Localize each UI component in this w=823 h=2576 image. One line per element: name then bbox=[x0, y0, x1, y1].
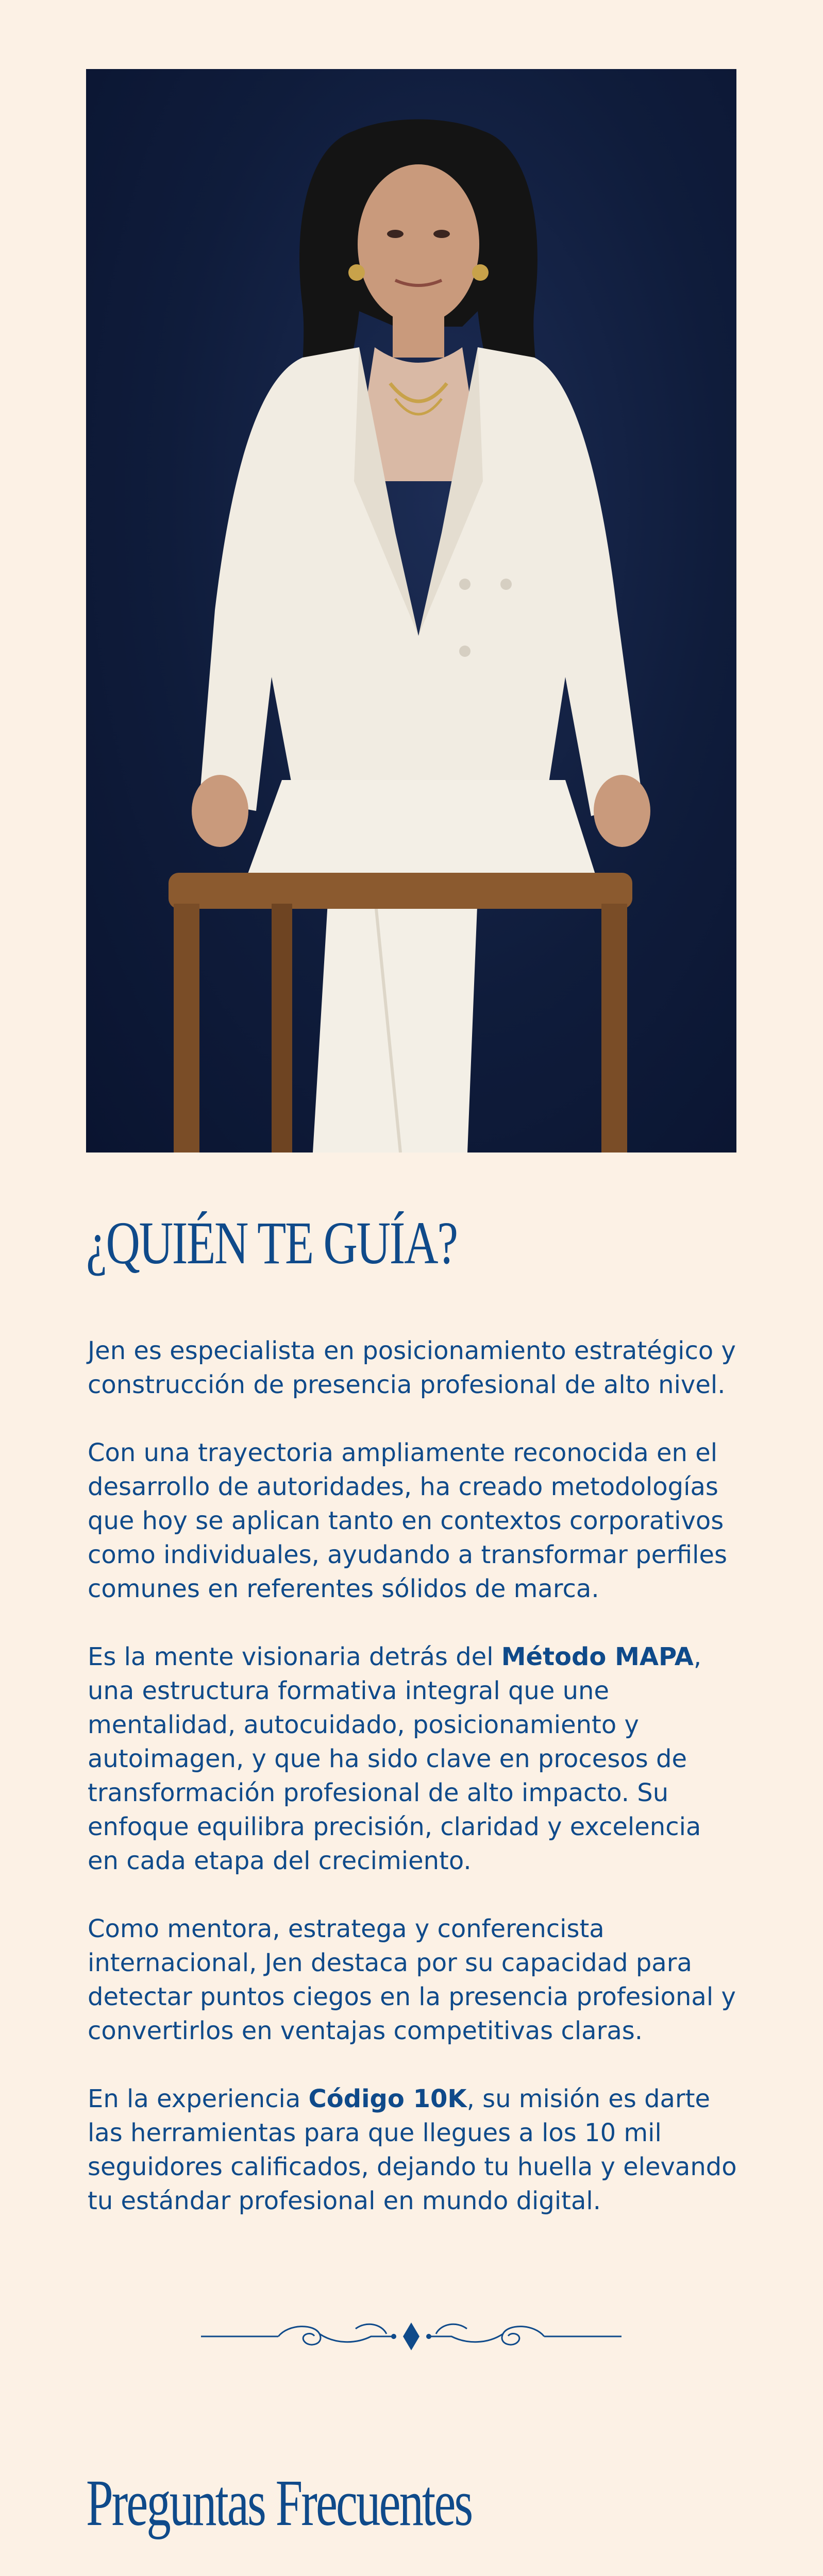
section-title-faq: Preguntas Frecuentes bbox=[86, 2466, 472, 2539]
bio-paragraph-2: Con una trayectoria ampliamente reconocida en el desarrollo de autoridades, ha creado metodologías que hoy se aplican tanto en contextos corporativos como individuales, ayudando a transformar perfiles comunes en referentes sólidos de marca. bbox=[88, 1438, 728, 1603]
bio-paragraph-1: Jen es especialista en posicionamiento estratégico y construcción de presencia profesional de alto nivel. bbox=[88, 1336, 736, 1399]
bio-paragraph-4: Como mentora, estratega y conferencista internacional, Jen destaca por su capacidad para detectar puntos ciegos en la presencia profesional y convertirlos en ventajas competitivas claras. bbox=[88, 1914, 736, 2045]
bio-paragraph-3 bbox=[88, 1640, 738, 1878]
bio-paragraph-5-text-a: En la experiencia bbox=[88, 2084, 309, 2113]
method-mapa-highlight: Método MAPA bbox=[501, 1642, 694, 1671]
bio-paragraph-3-text-b: , una estructura formativa integral que une mentalidad, autocuidado, posicionamiento y autoimagen, y que ha sido clave en procesos de transformación profesional de alto impacto. Su enfoque equilibra precisión, claridad y excelencia en cada etapa del crecimiento. bbox=[88, 1642, 702, 1875]
bio-paragraph-3-text-a: Es la mente visionaria detrás del bbox=[88, 1642, 501, 1671]
portrait-illustration bbox=[86, 69, 736, 1153]
codigo-10k-highlight: Código 10K bbox=[308, 2084, 467, 2113]
bio-paragraph-5 bbox=[88, 2082, 738, 2218]
portrait-photo bbox=[86, 69, 736, 1153]
bio-paragraph-5-text-b: , su misión es darte las herramientas para que llegues a los 10 mil seguidores calificados, dejando tu huella y elevando tu estándar profesional en mundo digital. bbox=[88, 2084, 737, 2215]
bio-text bbox=[88, 1334, 738, 2252]
ornamental-divider-icon bbox=[201, 2318, 622, 2354]
section-title-who: ¿QUIÉN TE GUÍA? bbox=[86, 1209, 457, 1277]
